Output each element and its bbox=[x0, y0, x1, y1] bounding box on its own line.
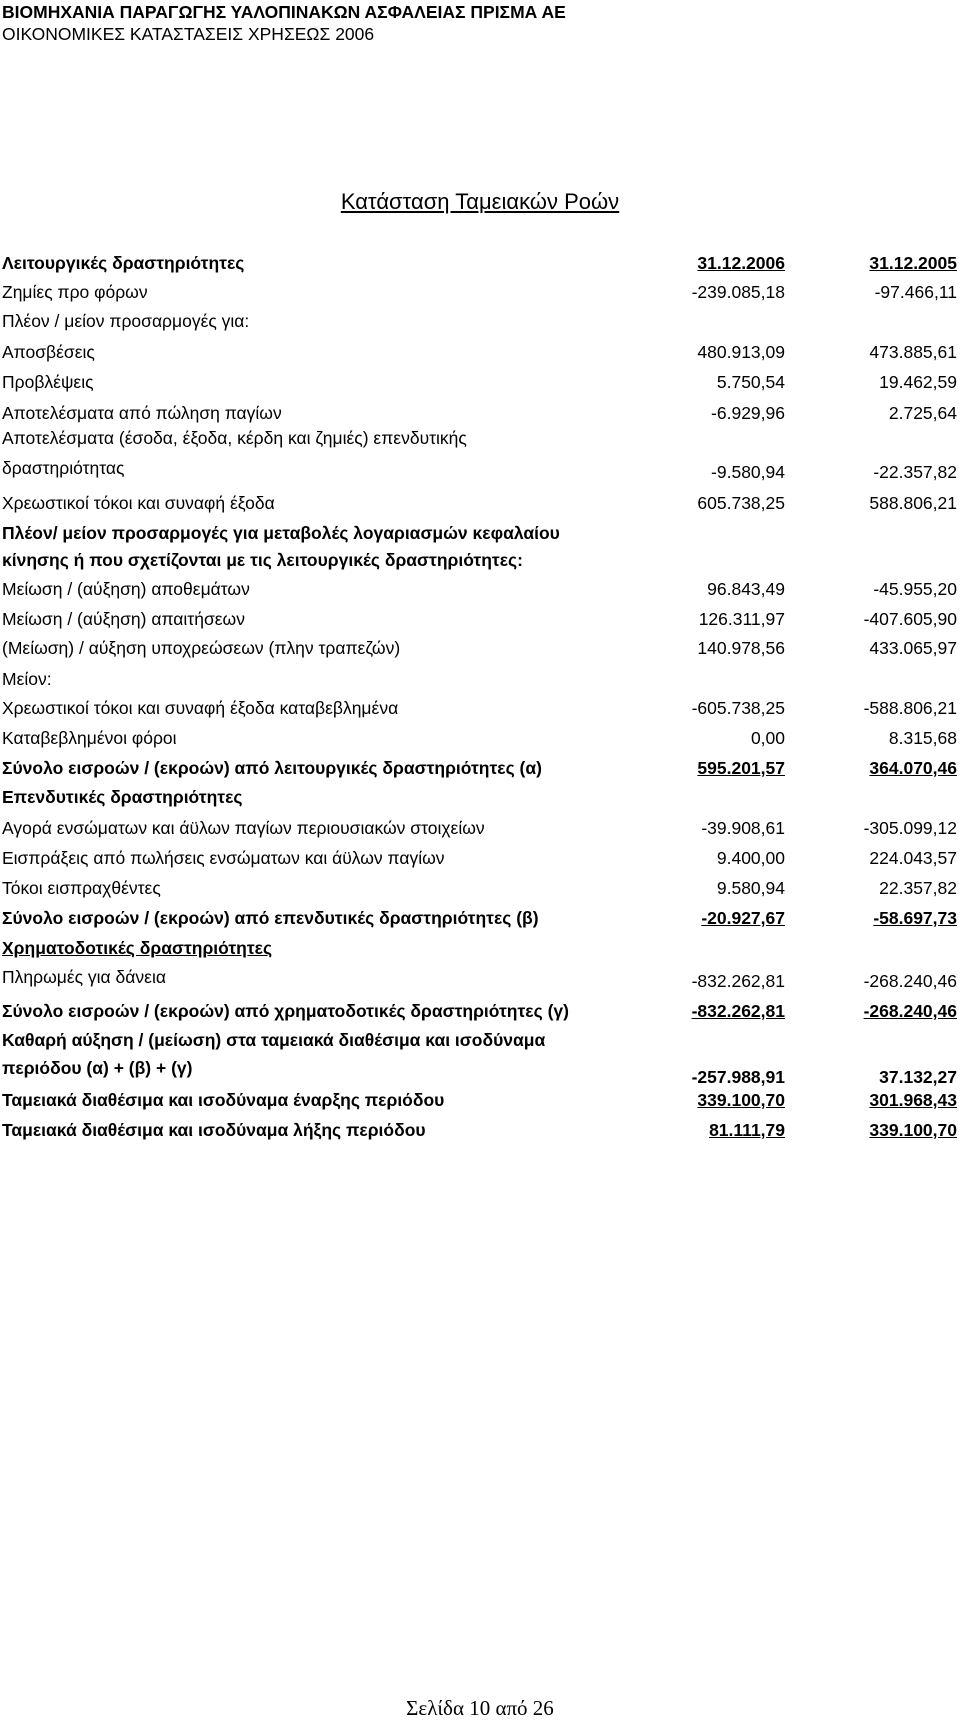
total-row bbox=[0, 1085, 960, 1115]
row-label: Μείον: bbox=[2, 669, 52, 689]
section-heading bbox=[0, 782, 960, 812]
value-2006: 126.311,97 bbox=[698, 609, 785, 629]
row-label: Πλέον/ μείον προσαρμογές για μεταβολές λογαριασμών κεφαλαίου κίνησης ή που σχετίζονται με τις λειτουργικές δραστηριότητες: bbox=[2, 523, 560, 570]
row-label: Καταβεβλημένοι φόροι bbox=[2, 728, 177, 748]
table-row bbox=[0, 277, 960, 307]
value-2006: 595.201,57 bbox=[697, 758, 785, 778]
row-label: Πλέον / μείον προσαρμογές για: bbox=[2, 311, 250, 331]
table-row bbox=[0, 966, 960, 996]
subtotal-row bbox=[0, 753, 960, 783]
value-2005: 588.806,21 bbox=[869, 493, 957, 513]
table-row bbox=[0, 337, 960, 367]
value-2005: 224.043,57 bbox=[869, 848, 957, 868]
table-row bbox=[0, 693, 960, 723]
value-2005: -268.240,46 bbox=[863, 1001, 957, 1021]
row-label: Ταμειακά διαθέσιμα και ισοδύναμα έναρξης περιόδου bbox=[2, 1090, 445, 1110]
table-row bbox=[0, 873, 960, 903]
value-2005: -407.605,90 bbox=[863, 609, 957, 629]
value-2006: -832.262,81 bbox=[691, 971, 785, 991]
value-2006: -832.262,81 bbox=[691, 1001, 785, 1021]
value-2005: -588.806,21 bbox=[863, 698, 957, 718]
subtotal-row bbox=[0, 996, 960, 1026]
company-name: ΒΙΟΜΗΧΑΝΙΑ ΠΑΡΑΓΩΓΗΣ ΥΑΛΟΠΙΝΑΚΩΝ ΑΣΦΑΛΕΙΑΣ ΠΡΙΣΜΑ ΑΕ bbox=[2, 2, 566, 22]
value-2005: 339.100,70 bbox=[869, 1120, 957, 1140]
section-heading bbox=[0, 522, 960, 578]
row-label: Χρεωστικοί τόκοι και συναφή έξοδα καταβεβλημένα bbox=[2, 698, 399, 718]
table-row bbox=[0, 664, 960, 694]
net-change-row bbox=[0, 1028, 960, 1092]
table-row bbox=[0, 367, 960, 397]
value-2005: 433.065,97 bbox=[869, 638, 957, 658]
row-label: Επενδυτικές δραστηριότητες bbox=[2, 787, 243, 807]
value-2006: 605.738,25 bbox=[697, 493, 785, 513]
row-label: Αγορά ενσώματων και άϋλων παγίων περιουσιακών στοιχείων bbox=[2, 818, 485, 838]
row-label: Μείωση / (αύξηση) αποθεμάτων bbox=[2, 579, 250, 599]
table-row bbox=[0, 306, 960, 336]
row-label: Καθαρή αύξηση / (μείωση) στα ταμειακά διαθέσιμα και ισοδύναμα περιόδου (α) + (β) + (γ) bbox=[2, 1030, 546, 1078]
value-2006: 480.913,09 bbox=[697, 342, 785, 362]
value-2005: -58.697,73 bbox=[873, 908, 957, 928]
table-row bbox=[0, 488, 960, 518]
value-2006: -605.738,25 bbox=[691, 698, 785, 718]
value-2005: 19.462,59 bbox=[879, 372, 957, 392]
value-2006: 96.843,49 bbox=[707, 579, 785, 599]
table-row bbox=[0, 723, 960, 753]
value-2006: -6.929,96 bbox=[711, 403, 785, 423]
value-2006: 9.580,94 bbox=[716, 878, 785, 898]
page-title bbox=[0, 188, 960, 216]
row-label: Τόκοι εισπραχθέντες bbox=[2, 878, 161, 898]
row-label: Χρεωστικοί τόκοι και συναφή έξοδα bbox=[2, 493, 275, 513]
value-2005: 473.885,61 bbox=[869, 342, 957, 362]
table-row bbox=[0, 843, 960, 873]
statement-subtitle: ΟΙΚΟΝΟΜΙΚΕΣ ΚΑΤΑΣΤΑΣΕΙΣ ΧΡΗΣΕΩΣ 2006 bbox=[2, 24, 375, 44]
value-2006: -9.580,94 bbox=[711, 462, 785, 482]
value-2005: -97.466,11 bbox=[874, 282, 957, 302]
value-2006: 81.111,79 bbox=[709, 1120, 785, 1140]
table-row bbox=[0, 813, 960, 843]
value-2005: -268.240,46 bbox=[863, 971, 957, 991]
value-2005: 364.070,46 bbox=[869, 758, 957, 778]
section-heading bbox=[0, 933, 960, 963]
value-2006: 5.750,54 bbox=[716, 372, 785, 392]
row-label: Αποτελέσματα (έσοδα, έξοδα, κέρδη και ζημιές) επενδυτικής δραστηριότητας bbox=[2, 428, 467, 478]
value-2006: 140.978,56 bbox=[697, 638, 785, 658]
row-label: Προβλέψεις bbox=[2, 372, 94, 392]
value-2005: 22.357,82 bbox=[879, 878, 957, 898]
value-2006: 0,00 bbox=[750, 728, 785, 748]
column-header-row bbox=[0, 248, 960, 278]
total-row bbox=[0, 1115, 960, 1145]
table-row bbox=[0, 574, 960, 604]
row-label: Πληρωμές για δάνεια bbox=[2, 967, 166, 987]
column-header-2005: 31.12.2005 bbox=[869, 253, 957, 273]
value-2006: 339.100,70 bbox=[697, 1090, 785, 1110]
value-2005: 8.315,68 bbox=[888, 728, 957, 748]
value-2005: -45.955,20 bbox=[873, 579, 957, 599]
row-label: Εισπράξεις από πωλήσεις ενσώματων και άϋλων παγίων bbox=[2, 848, 445, 868]
value-2005: 37.132,27 bbox=[879, 1067, 957, 1087]
row-label: Μείωση / (αύξηση) απαιτήσεων bbox=[2, 609, 245, 629]
value-2006: 9.400,00 bbox=[716, 848, 785, 868]
value-2005: -22.357,82 bbox=[873, 462, 957, 482]
row-label: (Μείωση) / αύξηση υποχρεώσεων (πλην τραπεζών) bbox=[2, 638, 401, 658]
row-label: Σύνολο εισροών / (εκροών) από χρηματοδοτικές δραστηριότητες (γ) bbox=[2, 1001, 569, 1021]
table-row bbox=[0, 425, 960, 487]
value-2005: 301.968,43 bbox=[869, 1090, 957, 1110]
value-2006: -257.988,91 bbox=[691, 1067, 785, 1087]
row-label: Ταμειακά διαθέσιμα και ισοδύναμα λήξης περιόδου bbox=[2, 1120, 426, 1140]
value-2006: -39.908,61 bbox=[701, 818, 785, 838]
value-2006: -239.085,18 bbox=[691, 282, 785, 302]
page-title-text: Κατάσταση Ταμειακών Ροών bbox=[340, 189, 620, 214]
value-2005: -305.099,12 bbox=[863, 818, 957, 838]
row-label: Αποσβέσεις bbox=[2, 342, 95, 362]
row-label: Σύνολο εισροών / (εκροών) από λειτουργικές δραστηριότητες (α) bbox=[2, 758, 542, 778]
column-header-2006: 31.12.2006 bbox=[697, 253, 785, 273]
table-row bbox=[0, 604, 960, 634]
subtotal-row bbox=[0, 903, 960, 933]
table-row bbox=[0, 633, 960, 663]
row-label: Λειτουργικές δραστηριότητες bbox=[2, 253, 245, 273]
row-label: Χρηματοδοτικές δραστηριότητες bbox=[2, 938, 273, 958]
value-2006: -20.927,67 bbox=[701, 908, 785, 928]
page-number: Σελίδα 10 από 26 bbox=[406, 1696, 554, 1720]
row-label: Σύνολο εισροών / (εκροών) από επενδυτικές δραστηριότητες (β) bbox=[2, 908, 539, 928]
row-label: Αποτελέσματα από πώληση παγίων bbox=[2, 403, 282, 423]
value-2005: 2.725,64 bbox=[888, 403, 957, 423]
row-label: Ζημίες προ φόρων bbox=[2, 282, 148, 302]
